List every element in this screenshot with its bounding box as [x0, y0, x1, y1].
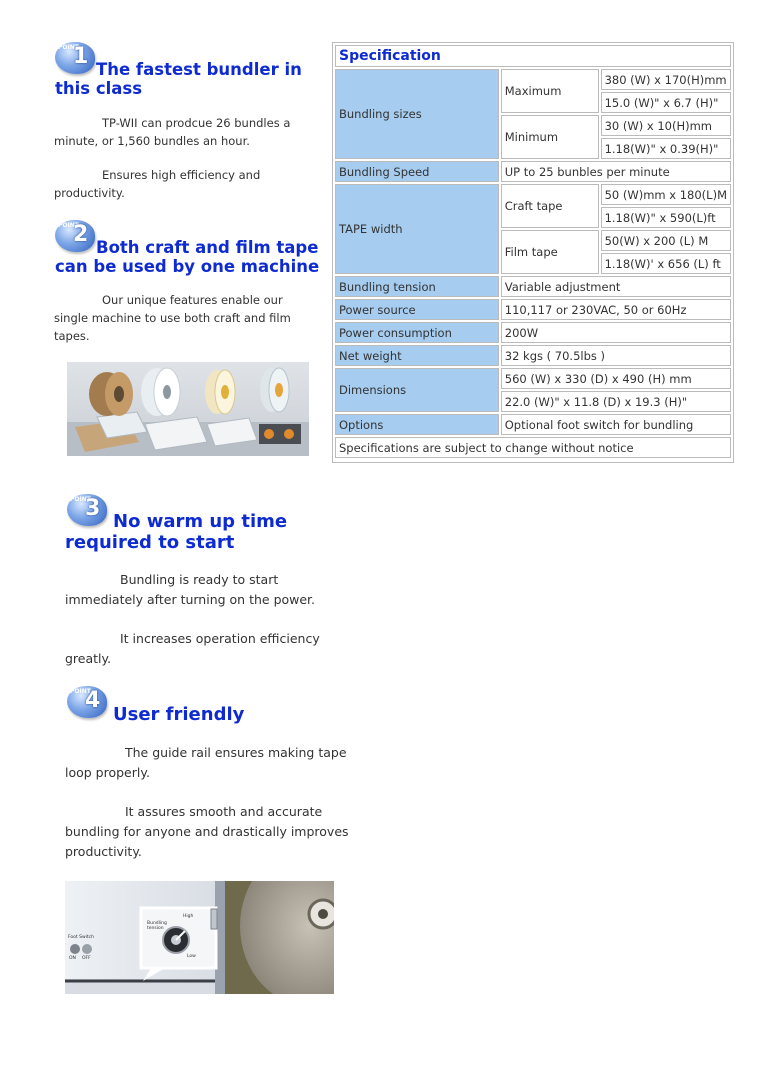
spec-value-dim-in: 22.0 (W)" x 11.8 (D) x 19.3 (H)"	[501, 391, 731, 412]
spec-value-film-mm: 50(W) x 200 (L) M	[601, 230, 731, 251]
dial-low-label: Low	[187, 954, 196, 959]
spec-value-speed: UP to 25 bunbles per minute	[501, 161, 731, 182]
spec-value-options: Optional foot switch for bundling	[501, 414, 731, 435]
spec-label-power: Power source	[335, 299, 499, 320]
spec-label-tension: Bundling tension	[335, 276, 499, 297]
spec-label-weight: Net weight	[335, 345, 499, 366]
dial-high-label: High	[183, 914, 194, 919]
switch-on-label: ON	[69, 956, 76, 961]
spec-value-max-mm: 380 (W) x 170(H)mm	[601, 69, 731, 90]
spec-value-weight: 32 kgs ( 70.5lbs )	[501, 345, 731, 366]
spec-value-dim-mm: 560 (W) x 330 (D) x 490 (H) mm	[501, 368, 731, 389]
spec-sublabel-maximum: Maximum	[501, 69, 599, 113]
point-4-badge-icon: POINT 4	[67, 686, 109, 720]
spec-sublabel-minimum: Minimum	[501, 115, 599, 159]
tape-rolls-photo	[67, 362, 309, 456]
feature-4-para-2: It assures smooth and accurate bundling for anyone and drastically improves productivity.	[65, 804, 349, 859]
point-2-badge-icon: POINT 2	[55, 220, 97, 254]
feature-1-title: The fastest bundler in this class	[55, 60, 302, 98]
point-1-badge-icon: POINT 1	[55, 42, 97, 76]
spec-value-max-in: 15.0 (W)" x 6.7 (H)"	[601, 92, 731, 113]
switch-off-label: OFF	[82, 956, 91, 961]
spec-label-consumption: Power consumption	[335, 322, 499, 343]
spec-label-dimensions: Dimensions	[335, 368, 499, 412]
spec-note: Specifications are subject to change without notice	[335, 437, 731, 458]
feature-3-para-1: Bundling is ready to start immediately after turning on the power.	[65, 572, 316, 607]
spec-value-film-in: 1.18(W)' x 656 (L) ft	[601, 253, 731, 274]
spec-sublabel-film: Film tape	[501, 230, 599, 274]
feature-2-title: Both craft and film tape can be used by one machine	[55, 238, 320, 276]
feature-4-title: User friendly	[113, 704, 245, 725]
spec-sublabel-craft: Craft tape	[501, 184, 599, 228]
spec-label-bundling-sizes: Bundling sizes	[335, 69, 499, 159]
spec-label-options: Options	[335, 414, 499, 435]
spec-value-min-mm: 30 (W) x 10(H)mm	[601, 115, 731, 136]
specification-table	[332, 42, 734, 463]
spec-title: Specification	[335, 45, 731, 67]
dial-label: Bundling tension	[147, 921, 167, 931]
point-3-badge-icon: POINT 3	[67, 494, 109, 528]
feature-2-para-1: Our unique features enable our single machine to use both craft and film tapes.	[54, 293, 291, 343]
feature-1-para-2: Ensures high efficiency and productivity.	[54, 168, 261, 200]
spec-value-craft-mm: 50 (W)mm x 180(L)M	[601, 184, 731, 205]
spec-value-consumption: 200W	[501, 322, 731, 343]
spec-value-power: 110,117 or 230VAC, 50 or 60Hz	[501, 299, 731, 320]
feature-3-para-2: It increases operation efficiency greatly.	[65, 631, 320, 666]
switch-label: Foot Switch	[68, 935, 95, 940]
feature-4-para-1: The guide rail ensures making tape loop properly.	[65, 745, 347, 780]
feature-3-title: No warm up time required to start	[65, 511, 288, 553]
feature-1-para-1: TP-WII can prodcue 26 bundles a minute, or 1,560 bundles an hour.	[54, 116, 291, 148]
spec-label-speed: Bundling Speed	[335, 161, 499, 182]
spec-value-craft-in: 1.18(W)" x 590(L)ft	[601, 207, 731, 228]
spec-value-tension: Variable adjustment	[501, 276, 731, 297]
machine-control-photo	[65, 881, 334, 994]
spec-label-tape-width: TAPE width	[335, 184, 499, 274]
spec-value-min-in: 1.18(W)" x 0.39(H)"	[601, 138, 731, 159]
